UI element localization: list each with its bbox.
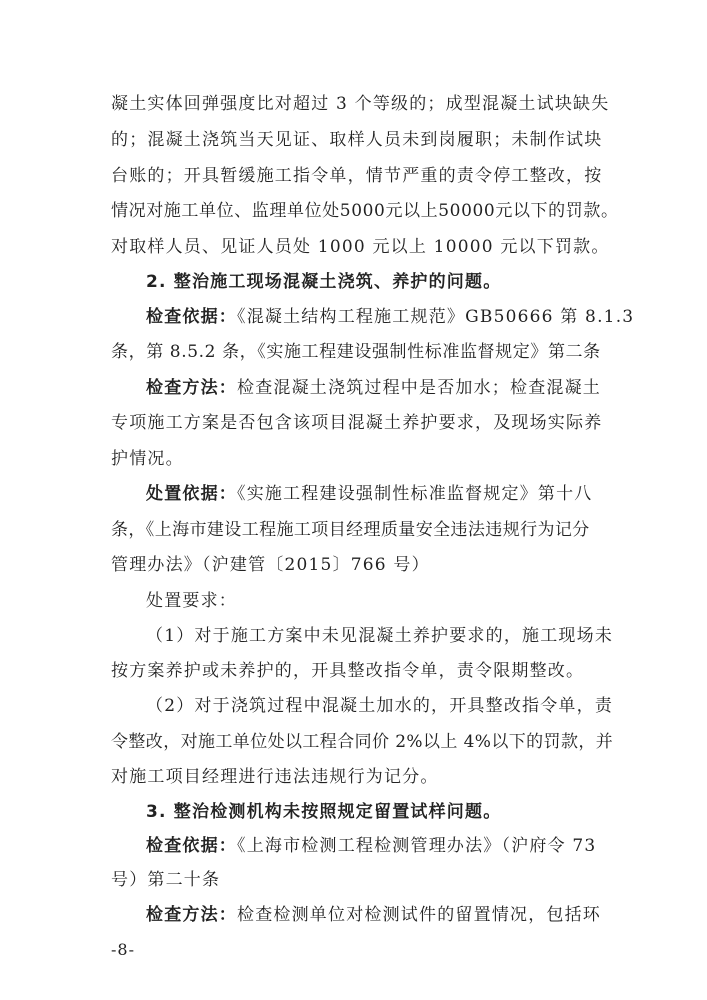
line-text: （2）对于浇筑过程中混凝土加水的，开具整改指令单，责 xyxy=(146,696,614,716)
inline-label: 检查依据： xyxy=(146,836,237,856)
line-text: 护情况。 xyxy=(111,449,184,469)
body-line xyxy=(111,659,584,683)
inline-label: 检查依据： xyxy=(146,307,237,327)
inline-label: 处置依据： xyxy=(146,484,237,504)
line-text: 检查混凝土浇筑过程中是否加水；检查混凝土 xyxy=(237,378,601,398)
line-text: 情况对施工单位、监理单位处5000元以上50000元以下的罚款。 xyxy=(111,201,619,221)
body-line xyxy=(111,765,439,789)
section-heading xyxy=(146,800,501,824)
line-text: 按方案养护或未养护的，开具整改指令单，责令限期整改。 xyxy=(111,661,585,681)
line-text: 专项施工方案是否包含该项目混凝土养护要求，及现场实际养 xyxy=(111,413,603,433)
body-line xyxy=(111,235,610,259)
body-line xyxy=(111,447,184,471)
body-line xyxy=(111,128,602,152)
body-line xyxy=(146,376,601,400)
line-text: 条，第 8.5.2 条，《实施工程建设强制性标准监督规定》第二条 xyxy=(111,342,601,362)
line-text: 管理办法》（沪建管〔2015〕766 号） xyxy=(111,555,430,575)
inline-label: 检查方法： xyxy=(146,905,237,925)
body-line xyxy=(146,903,601,927)
body-line xyxy=(111,518,590,542)
body-line xyxy=(111,730,613,754)
body-line xyxy=(111,411,602,435)
body-line xyxy=(146,589,237,613)
body-line xyxy=(111,340,601,364)
line-text: 对取样人员、见证人员处 1000 元以上 10000 元以下罚款。 xyxy=(111,237,610,257)
inline-label: 检查方法： xyxy=(146,378,237,398)
line-text: （1）对于施工方案中未见混凝土养护要求的，施工现场未 xyxy=(146,626,614,646)
body-line xyxy=(146,305,634,329)
line-text: 处置要求： xyxy=(146,591,237,611)
body-line xyxy=(111,553,430,577)
line-text: 条，《上海市建设工程施工项目经理质量安全违法违规行为记分 xyxy=(111,520,590,540)
line-text: 《实施工程建设强制性标准监督规定》第十八 xyxy=(237,484,593,504)
page-number: -8- xyxy=(111,940,135,959)
body-line xyxy=(111,92,609,116)
body-line xyxy=(111,164,602,188)
body-line xyxy=(111,868,220,892)
line-text: 《混凝土结构工程施工规范》GB50666 第 8.1.3 xyxy=(237,307,635,327)
body-line xyxy=(146,624,613,648)
line-text: 令整改，对施工单位处以工程合同价 2%以上 4%以下的罚款，并 xyxy=(111,732,614,752)
line-text: 《上海市检测工程检测管理办法》（沪府令 73 xyxy=(237,836,597,856)
line-text: 的；混凝土浇筑当天见证、取样人员未到岗履职；未制作试块 xyxy=(111,130,603,150)
line-text: 号）第二十条 xyxy=(111,870,221,890)
body-line xyxy=(146,694,613,718)
heading-text: 2. 整治施工现场混凝土浇筑、养护的问题。 xyxy=(146,272,502,292)
line-text: 对施工项目经理进行违法违规行为记分。 xyxy=(111,767,439,787)
heading-text: 3. 整治检测机构未按照规定留置试样问题。 xyxy=(146,802,502,822)
body-line xyxy=(146,834,596,858)
line-text: 台账的；开具暂缓施工指令单，情节严重的责令停工整改，按 xyxy=(111,166,603,186)
section-heading xyxy=(146,270,501,294)
body-line xyxy=(111,199,619,223)
line-text: 凝土实体回弹强度比对超过 3 个等级的；成型混凝土试块缺失 xyxy=(111,94,610,114)
line-text: 检查检测单位对检测试件的留置情况，包括环 xyxy=(237,905,601,925)
body-line xyxy=(146,482,593,506)
